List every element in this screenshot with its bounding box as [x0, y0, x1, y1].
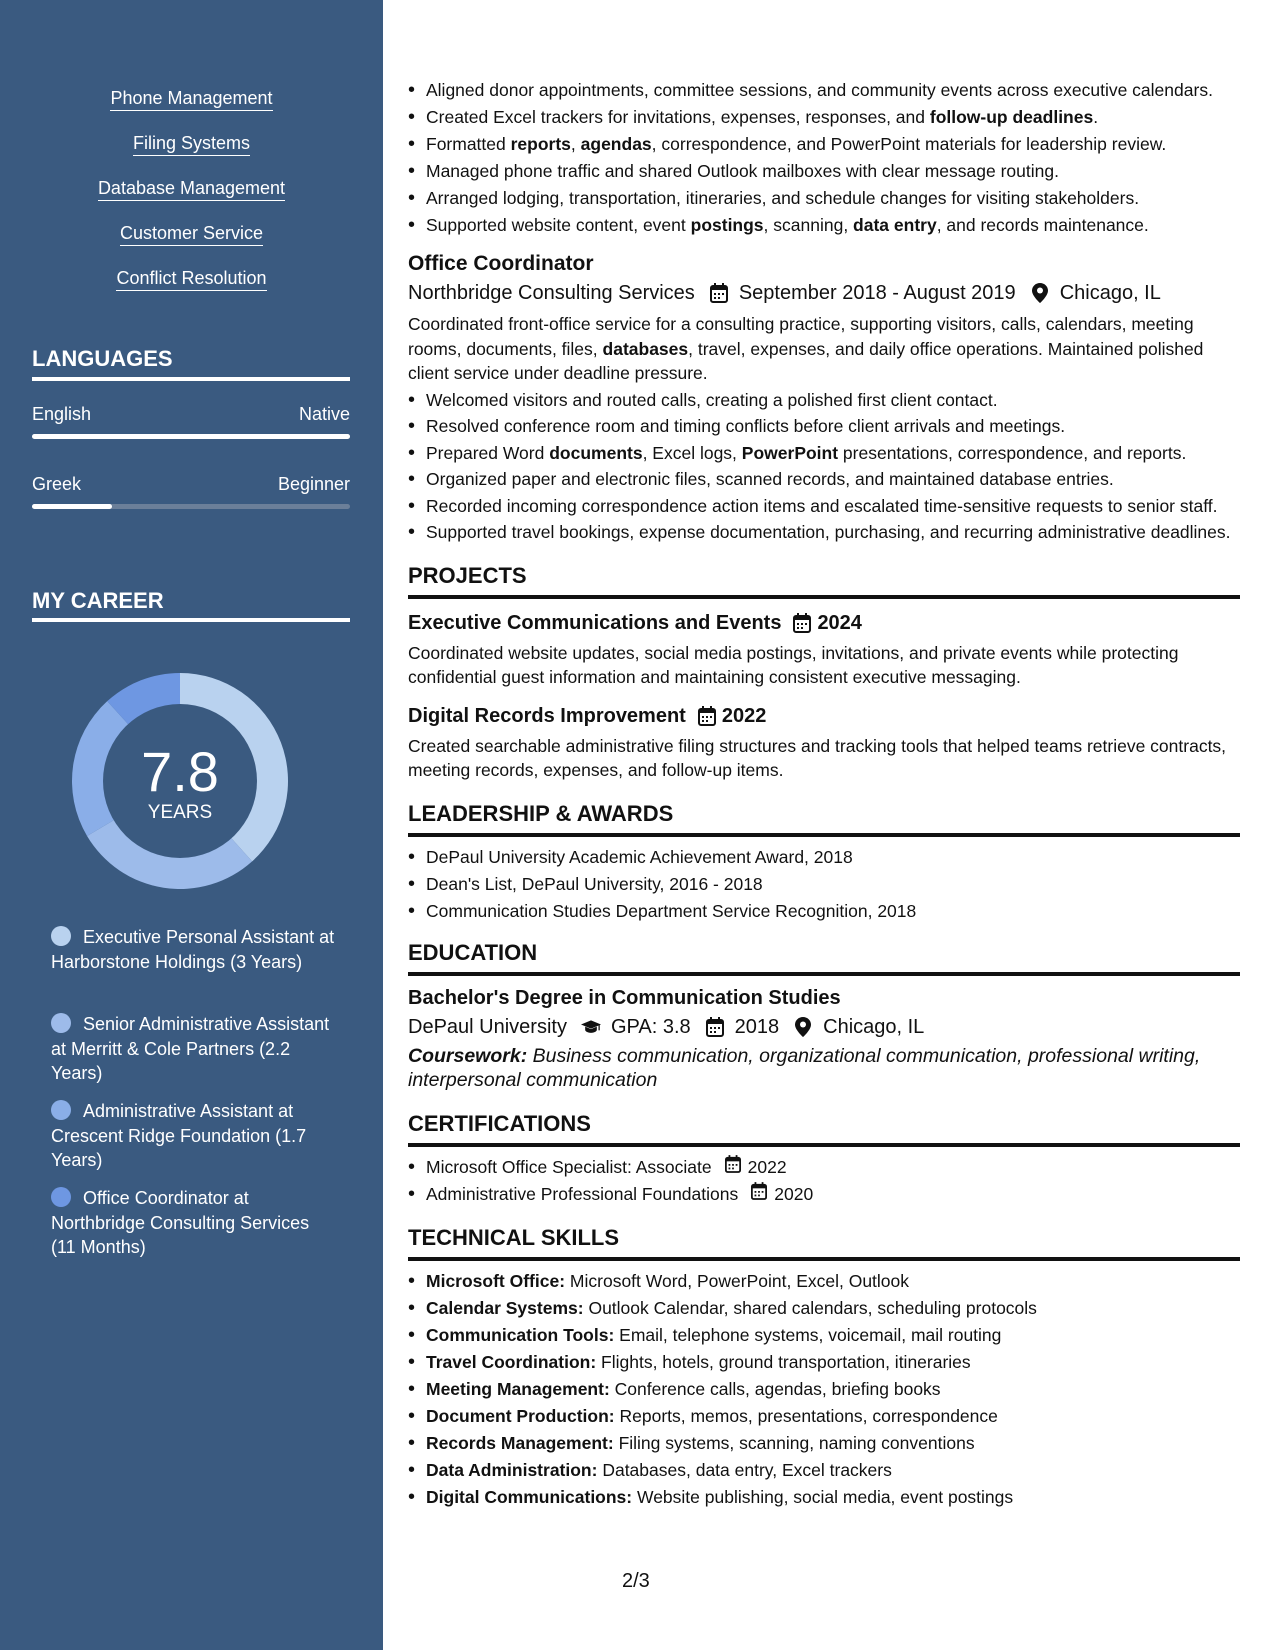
- list-item: • Organized paper and electronic files, scanned records, and maintained database entries.: [426, 467, 1240, 492]
- project-description: Coordinated website updates, social media postings, invitations, and private events while protecting confidential guest information and maintaining consistent executive messaging.: [408, 642, 1179, 687]
- skill-detail: Databases, data entry, Excel trackers: [602, 1459, 892, 1480]
- project-year: 2024: [817, 611, 862, 634]
- language-proficiency-bar: [32, 434, 350, 439]
- list-item: [426, 1485, 1240, 1510]
- language-row: [32, 474, 350, 495]
- list-item: • Supported website content, event postings, scanning, data entry, and records maintenance.: [426, 213, 1240, 238]
- education-meta: [408, 1012, 1240, 1042]
- skill-detail: Flights, hotels, ground transportation, itineraries: [601, 1351, 971, 1372]
- coursework-label: Coursework:: [408, 1044, 528, 1067]
- list-item: • Aligned donor appointments, committee sessions, and community events across executive calendars.: [426, 78, 1240, 103]
- list-item: • Recorded incoming correspondence action items and escalated time-sensitive requests to senior staff.: [426, 494, 1240, 519]
- list-item: [426, 1269, 1240, 1294]
- career-donut-chart: [55, 656, 305, 906]
- job-summary: Coordinated front-office service for a consulting practice, supporting visitors, calls, calendars, meeting rooms, documents, files, databases, travel, expenses, and daily office operations. Maintained polished client service under deadline pressure.: [408, 314, 1204, 383]
- list-item: • Prepared Word documents, Excel logs, PowerPoint presentations, correspondence, and reports.: [426, 441, 1240, 466]
- cert-name: Microsoft Office Specialist: Associate: [426, 1156, 712, 1177]
- main-content: [408, 78, 1240, 1512]
- company-name: Northbridge Consulting Services: [408, 282, 695, 304]
- legend-dot: [51, 1100, 71, 1120]
- list-item: • Formatted reports, agendas, correspondence, and PowerPoint materials for leadership review.: [426, 132, 1240, 157]
- graduation-cap-icon: [581, 1017, 601, 1037]
- skill-category: Records Management:: [426, 1432, 614, 1453]
- career-legend-item: [51, 925, 336, 974]
- languages-divider: [32, 377, 350, 381]
- skill-detail: Conference calls, agendas, briefing books: [614, 1378, 941, 1399]
- list-item: [426, 1182, 1240, 1207]
- school-location: Chicago, IL: [823, 1015, 925, 1038]
- certifications-heading: CERTIFICATIONS: [408, 1109, 1240, 1147]
- certifications-list: [408, 1155, 1240, 1207]
- skill-label: Conflict Resolution: [116, 268, 266, 291]
- skill-detail: Website publishing, social media, event postings: [637, 1486, 1014, 1507]
- list-item: [426, 1296, 1240, 1321]
- cert-name: Administrative Professional Foundations: [426, 1183, 739, 1204]
- career-unit: YEARS: [147, 802, 213, 823]
- language-name: Greek: [32, 474, 82, 494]
- skill-category: Microsoft Office:: [426, 1270, 566, 1291]
- list-item: • Communication Studies Department Service Recognition, 2018: [426, 899, 1240, 924]
- leadership-heading: LEADERSHIP & AWARDS: [408, 799, 1240, 837]
- calendar-icon: [709, 283, 729, 303]
- skill-detail: Outlook Calendar, shared calendars, scheduling protocols: [588, 1297, 1037, 1318]
- language-proficiency-fill: [32, 504, 112, 509]
- job-meta: [408, 278, 1240, 308]
- career-legend-label: Senior Administrative Assistant at Merritt & Cole Partners (2.2 Years): [51, 1014, 330, 1083]
- list-item: • Managed phone traffic and shared Outlook mailboxes with clear message routing.: [426, 159, 1240, 184]
- skill-category: Document Production:: [426, 1405, 615, 1426]
- skill-item: [0, 268, 383, 291]
- cert-year: 2022: [747, 1156, 787, 1177]
- coursework-text: Business communication, organizational communication, professional writing, interpersonal communication: [408, 1044, 1201, 1091]
- skill-detail: Reports, memos, presentations, correspondence: [619, 1405, 998, 1426]
- calendar-icon: [705, 1017, 725, 1037]
- language-row: [32, 404, 350, 425]
- list-item: • Created Excel trackers for invitations, expenses, responses, and follow-up deadlines.: [426, 105, 1240, 130]
- skill-label: Database Management: [98, 178, 285, 201]
- graduation-year: 2018: [734, 1015, 780, 1038]
- school-name: DePaul University: [408, 1015, 567, 1038]
- legend-dot: [51, 1187, 71, 1207]
- career-legend-item: [51, 1186, 336, 1260]
- job-location: Chicago, IL: [1059, 282, 1161, 304]
- languages-heading: LANGUAGES: [32, 346, 173, 371]
- map-pin-icon: [1030, 283, 1050, 303]
- skill-category: Travel Coordination:: [426, 1351, 597, 1372]
- skill-label: Phone Management: [110, 88, 272, 111]
- coursework: [408, 1044, 1240, 1093]
- career-legend-label: Administrative Assistant at Crescent Ridge Foundation (1.7 Years): [51, 1101, 307, 1170]
- language-name: English: [32, 404, 92, 424]
- project-title: Digital Records Improvement: [408, 704, 686, 727]
- previous-job-bullets: [408, 78, 1240, 238]
- career-legend-item: [51, 1012, 336, 1086]
- skill-detail: Filing systems, scanning, naming conventions: [618, 1432, 975, 1453]
- list-item: • Supported travel bookings, expense documentation, purchasing, and recurring administrative deadlines.: [426, 520, 1240, 545]
- education-heading: EDUCATION: [408, 938, 1240, 976]
- language-level: Beginner: [277, 474, 350, 494]
- list-item: [426, 1431, 1240, 1456]
- map-pin-icon: [793, 1017, 813, 1037]
- skill-item: [0, 223, 383, 246]
- job-dates: September 2018 - August 2019: [738, 282, 1016, 304]
- skill-detail: Microsoft Word, PowerPoint, Excel, Outlook: [569, 1270, 910, 1291]
- list-item: • Arranged lodging, transportation, itineraries, and schedule changes for visiting stakeholders.: [426, 186, 1240, 211]
- list-item: • Resolved conference room and timing conflicts before client arrivals and meetings.: [426, 414, 1240, 439]
- list-item: [426, 1350, 1240, 1375]
- list-item: [426, 1377, 1240, 1402]
- sidebar: [0, 0, 383, 1650]
- skill-category: Communication Tools:: [426, 1324, 615, 1345]
- list-item: [426, 1323, 1240, 1348]
- career-legend-item: [51, 1099, 336, 1173]
- career-legend-label: Office Coordinator at Northbridge Consulting Services (11 Months): [51, 1188, 310, 1257]
- project-year: 2022: [721, 704, 767, 727]
- language-proficiency-fill: [32, 434, 350, 439]
- project-title-row: [408, 609, 1240, 637]
- skill-category: Data Administration:: [426, 1459, 598, 1480]
- skill-item: [0, 88, 383, 111]
- calendar-icon: [698, 707, 716, 725]
- list-item: [426, 1404, 1240, 1429]
- career-divider: [32, 618, 350, 622]
- skill-label: Filing Systems: [133, 133, 250, 156]
- technical-skills-heading: TECHNICAL SKILLS: [408, 1223, 1240, 1261]
- calendar-icon: [750, 1182, 768, 1200]
- calendar-icon: [724, 1155, 742, 1173]
- skill-category: Calendar Systems:: [426, 1297, 584, 1318]
- cert-year: 2020: [774, 1183, 814, 1204]
- list-item: [426, 1155, 1240, 1180]
- job-title: Office Coordinator: [408, 252, 594, 275]
- projects-heading: PROJECTS: [408, 561, 1240, 599]
- project-title: Executive Communications and Events: [408, 611, 782, 634]
- language-proficiency-bar: [32, 504, 350, 509]
- career-legend-label: Executive Personal Assistant at Harborstone Holdings (3 Years): [51, 927, 335, 972]
- leadership-list: [408, 845, 1240, 924]
- career-total: 7.8: [141, 740, 219, 803]
- degree-title: Bachelor's Degree in Communication Studies: [408, 986, 841, 1009]
- calendar-icon: [793, 614, 811, 632]
- skill-label: Customer Service: [120, 223, 263, 246]
- legend-dot: [51, 926, 71, 946]
- page-number: 2/3: [622, 1570, 650, 1592]
- project-description: Created searchable administrative filing structures and tracking tools that helped teams retrieve contracts, meeting records, expenses, and follow-up items.: [408, 735, 1227, 780]
- skill-detail: Email, telephone systems, voicemail, mail routing: [619, 1324, 1002, 1345]
- legend-dot: [51, 1013, 71, 1033]
- skill-category: Meeting Management:: [426, 1378, 610, 1399]
- skill-category: Digital Communications:: [426, 1486, 633, 1507]
- list-item: • Welcomed visitors and routed calls, creating a polished first client contact.: [426, 388, 1240, 413]
- list-item: • Dean's List, DePaul University, 2016 - 2018: [426, 872, 1240, 897]
- project-title-row: [408, 702, 1240, 730]
- language-level: Native: [298, 404, 350, 424]
- skill-item: [0, 178, 383, 201]
- skill-item: [0, 133, 383, 156]
- career-heading: MY CAREER: [32, 588, 164, 613]
- technical-skills-list: [408, 1269, 1240, 1510]
- job-bullets: [408, 388, 1240, 545]
- list-item: • DePaul University Academic Achievement Award, 2018: [426, 845, 1240, 870]
- list-item: [426, 1458, 1240, 1483]
- gpa: GPA: 3.8: [610, 1015, 691, 1038]
